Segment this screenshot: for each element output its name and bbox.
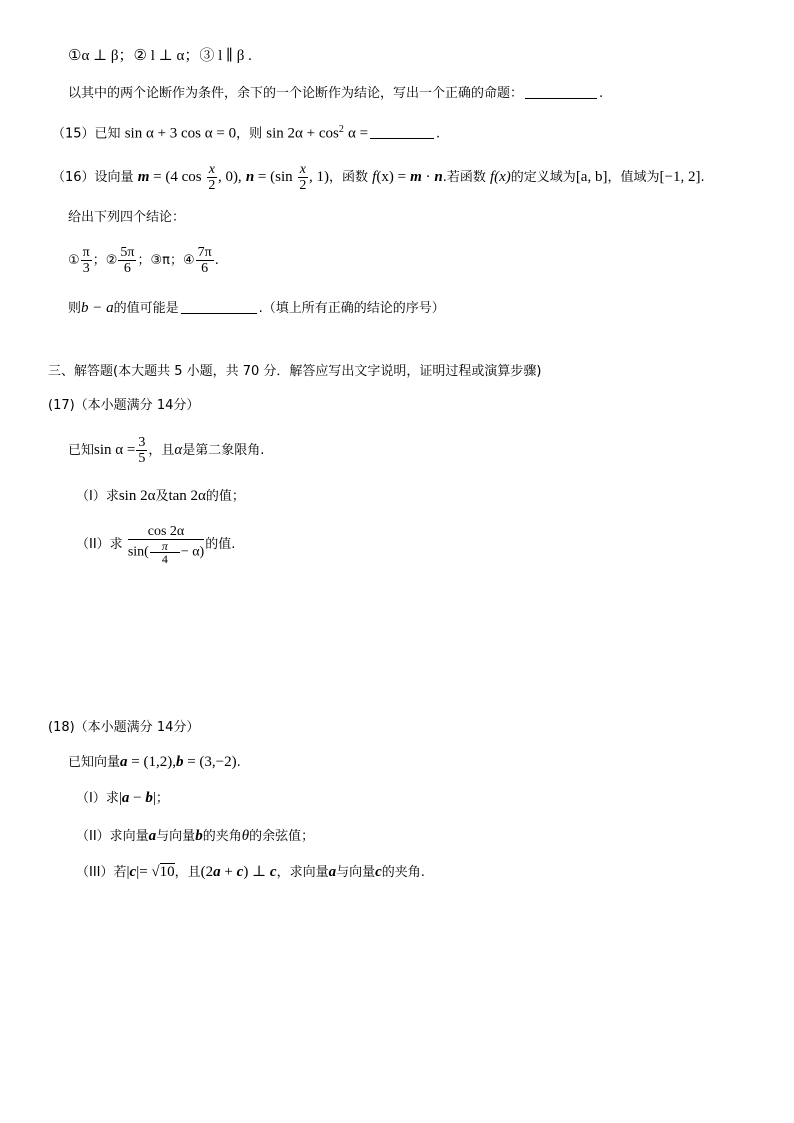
p16-choices bbox=[68, 244, 219, 278]
p15-period: . bbox=[436, 126, 441, 142]
p16-frac-x2 bbox=[207, 162, 217, 193]
vec-c: c bbox=[129, 864, 137, 880]
p18-q2 bbox=[76, 826, 314, 847]
p16-ask-text3: .（填上所有正确的结论的序号） bbox=[258, 301, 445, 316]
choice-4-frac bbox=[196, 245, 214, 276]
section-3-heading bbox=[48, 362, 542, 382]
choice-2-label: ；② bbox=[92, 253, 118, 268]
vec-a: a bbox=[148, 828, 157, 844]
p15-sup: 2 bbox=[338, 124, 344, 135]
frac-num: π bbox=[82, 245, 90, 260]
frac-num: 3 bbox=[138, 435, 146, 450]
p16-f2: f bbox=[489, 169, 495, 185]
frac-num: 5π bbox=[120, 245, 135, 260]
p18-q3-text3: ，求向量 bbox=[276, 865, 329, 880]
p17-header-text: (17)（本小题满分 14分） bbox=[48, 398, 200, 413]
p18-q2-text: （II）求向量 bbox=[76, 829, 149, 844]
p16-n-eq: = (sin bbox=[254, 169, 293, 185]
sqrt-sign: √ bbox=[151, 864, 160, 880]
frac-num: x bbox=[299, 162, 306, 177]
p17-q2-text2: 的值. bbox=[205, 537, 236, 552]
p16-number: （16） bbox=[52, 170, 95, 185]
vec-b: b bbox=[175, 754, 184, 770]
p16-question bbox=[52, 160, 705, 195]
inner-den: 4 bbox=[161, 552, 168, 566]
p16-fx: (x) = bbox=[376, 169, 407, 185]
vec-a: a bbox=[120, 754, 128, 770]
p17-q1-text3: 的值； bbox=[205, 489, 245, 504]
p18-given-end: . bbox=[236, 755, 241, 770]
p16-n2: n bbox=[434, 169, 443, 185]
p18-q1-text: （I）求 bbox=[76, 791, 119, 806]
frac-den: 2 bbox=[208, 178, 216, 193]
p14-options bbox=[68, 46, 252, 67]
p18-header bbox=[48, 718, 199, 738]
p17-q1 bbox=[76, 486, 245, 507]
p16-ask-expr: b − a bbox=[81, 300, 114, 316]
vec-b: b bbox=[195, 828, 203, 844]
p18-q3-text2: ，且 bbox=[174, 865, 201, 880]
section-3-text: 三、解答题(本大题共 5 小题，共 70 分．解答应写出文字说明，证明过程或演算步骤) bbox=[48, 364, 542, 379]
p14-answer-blank[interactable] bbox=[525, 84, 597, 99]
p18-q3-text: （III）若 bbox=[76, 865, 127, 880]
sqrt-radicand: 10 bbox=[159, 864, 175, 880]
p15-condition: sin α + 3 cos α = 0 bbox=[124, 125, 237, 142]
p16-text3: .若函数 bbox=[442, 170, 486, 185]
choice-1-label: ① bbox=[68, 253, 80, 268]
p16-ask bbox=[68, 298, 445, 319]
p17-q1-sin: sin 2α bbox=[118, 488, 156, 504]
paren-open: (2 bbox=[200, 864, 214, 880]
p16-text5: ，值域为 bbox=[607, 170, 660, 185]
p16-ask-text2: 的值可能是 bbox=[113, 301, 179, 316]
frac-den: 6 bbox=[201, 261, 209, 276]
p17-q2-text: （II）求 bbox=[76, 537, 123, 552]
abs-open: | bbox=[118, 790, 122, 806]
p15-number: （15） bbox=[52, 126, 95, 142]
p18-q2-text4: 的余弦值； bbox=[249, 829, 315, 844]
p16-m-eq: = (4 cos bbox=[149, 169, 202, 185]
p17-q2-frac bbox=[128, 524, 204, 565]
p18-q3-text5: 的夹角. bbox=[381, 865, 425, 880]
vec-b: b bbox=[145, 790, 153, 806]
frac-num: 7π bbox=[197, 245, 212, 260]
vec-c: c bbox=[375, 864, 382, 880]
p17-given-text3: 是第二象限角. bbox=[182, 443, 265, 458]
abs-open: | bbox=[126, 864, 130, 880]
p14-question bbox=[68, 84, 603, 104]
p14-text: 以其中的两个论断作为条件，余下的一个论断作为结论，写出一个正确的命题： bbox=[68, 86, 524, 101]
p16-text1: 设向量 bbox=[94, 170, 134, 185]
den-end: − α) bbox=[180, 544, 205, 560]
p15-text2: ，则 bbox=[236, 126, 263, 142]
choices-end: . bbox=[214, 253, 219, 268]
vec-b-eq: = (3,−2) bbox=[183, 754, 237, 770]
plus: + bbox=[220, 864, 237, 880]
theta: θ bbox=[241, 828, 250, 844]
p16-end: . bbox=[700, 170, 705, 185]
frac-den bbox=[128, 540, 204, 565]
frac-den: 6 bbox=[123, 261, 131, 276]
abs-close: |= bbox=[136, 864, 152, 880]
p16-n: n bbox=[245, 169, 255, 185]
p14-options-text: ①α ⊥ β；② l ⊥ α；③ l ∥ β . bbox=[68, 48, 252, 64]
abs-close: | bbox=[152, 790, 156, 806]
p17-sin: sin α = bbox=[94, 442, 136, 458]
p18-q2-text2: 与向量 bbox=[156, 829, 196, 844]
p16-f: f bbox=[372, 169, 377, 185]
frac-den: 3 bbox=[82, 261, 90, 276]
vec-a: a bbox=[121, 790, 130, 806]
p16-n-eq-end: , 1) bbox=[309, 169, 329, 185]
p18-given bbox=[68, 752, 241, 773]
perp: ) ⊥ bbox=[243, 864, 270, 880]
p18-q3 bbox=[76, 862, 425, 883]
p14-period: . bbox=[599, 86, 604, 101]
vec-a: a bbox=[213, 864, 221, 880]
p16-m-eq-end: , 0), bbox=[217, 169, 242, 185]
p17-alpha: α bbox=[174, 442, 183, 458]
inner-num: π bbox=[150, 540, 180, 553]
frac-num: cos 2α bbox=[128, 524, 204, 540]
p18-given-text: 已知向量 bbox=[68, 755, 121, 770]
p16-dot: · bbox=[421, 169, 435, 185]
p17-given bbox=[68, 432, 264, 469]
p18-header-text: (18)（本小题满分 14分） bbox=[48, 720, 200, 735]
p17-given-text2: ，且 bbox=[148, 443, 175, 458]
p18-q1 bbox=[76, 788, 169, 809]
p17-q1-tan: tan 2α bbox=[168, 488, 206, 504]
p15-answer-blank[interactable] bbox=[370, 124, 434, 139]
p17-q1-text2: 及 bbox=[155, 489, 169, 504]
p17-header bbox=[48, 396, 199, 416]
p16-m2: m bbox=[410, 169, 422, 185]
vec-c: c bbox=[269, 864, 277, 880]
p18-q3-text4: 与向量 bbox=[336, 865, 376, 880]
p16-text4: 的定义域为 bbox=[510, 170, 576, 185]
choice-1-frac bbox=[81, 245, 92, 276]
p18-q2-text3: 的夹角 bbox=[202, 829, 242, 844]
frac-num: x bbox=[208, 162, 215, 177]
p15-expr-b: α = bbox=[347, 125, 369, 142]
p16-domain: [a, b] bbox=[575, 169, 608, 185]
choice-2-frac bbox=[118, 245, 136, 276]
vec-c: c bbox=[236, 864, 244, 880]
p16-answer-blank[interactable] bbox=[181, 299, 257, 314]
p16-ask-text: 则 bbox=[68, 301, 82, 316]
den-sin: sin( bbox=[127, 544, 149, 560]
p16-give-text: 给出下列四个结论： bbox=[68, 210, 186, 225]
p16-text2: ，函数 bbox=[329, 170, 369, 185]
p17-q1-text: （I）求 bbox=[76, 489, 119, 504]
p16-give bbox=[68, 208, 185, 228]
p16-fx2: (x) bbox=[494, 169, 511, 185]
frac-den: 5 bbox=[138, 451, 146, 466]
vec-a: a bbox=[328, 864, 337, 880]
minus: − bbox=[129, 790, 146, 806]
p15-expr-a: sin 2α + cos bbox=[266, 125, 339, 142]
choice-3-label: ；③π；④ bbox=[137, 253, 195, 268]
p15-question bbox=[52, 120, 440, 144]
p17-q2 bbox=[76, 520, 235, 570]
p16-range: [−1, 2] bbox=[659, 169, 701, 185]
p17-frac bbox=[136, 435, 147, 466]
p15-text: 已知 bbox=[94, 126, 121, 142]
p17-given-text: 已知 bbox=[68, 443, 95, 458]
vec-a-eq: = (1,2), bbox=[127, 754, 176, 770]
frac-den: 2 bbox=[299, 178, 307, 193]
den-inner-frac bbox=[150, 540, 180, 565]
p18-q1-end: ； bbox=[155, 791, 169, 806]
p16-frac-x2b bbox=[298, 162, 308, 193]
p16-m: m bbox=[137, 169, 150, 185]
